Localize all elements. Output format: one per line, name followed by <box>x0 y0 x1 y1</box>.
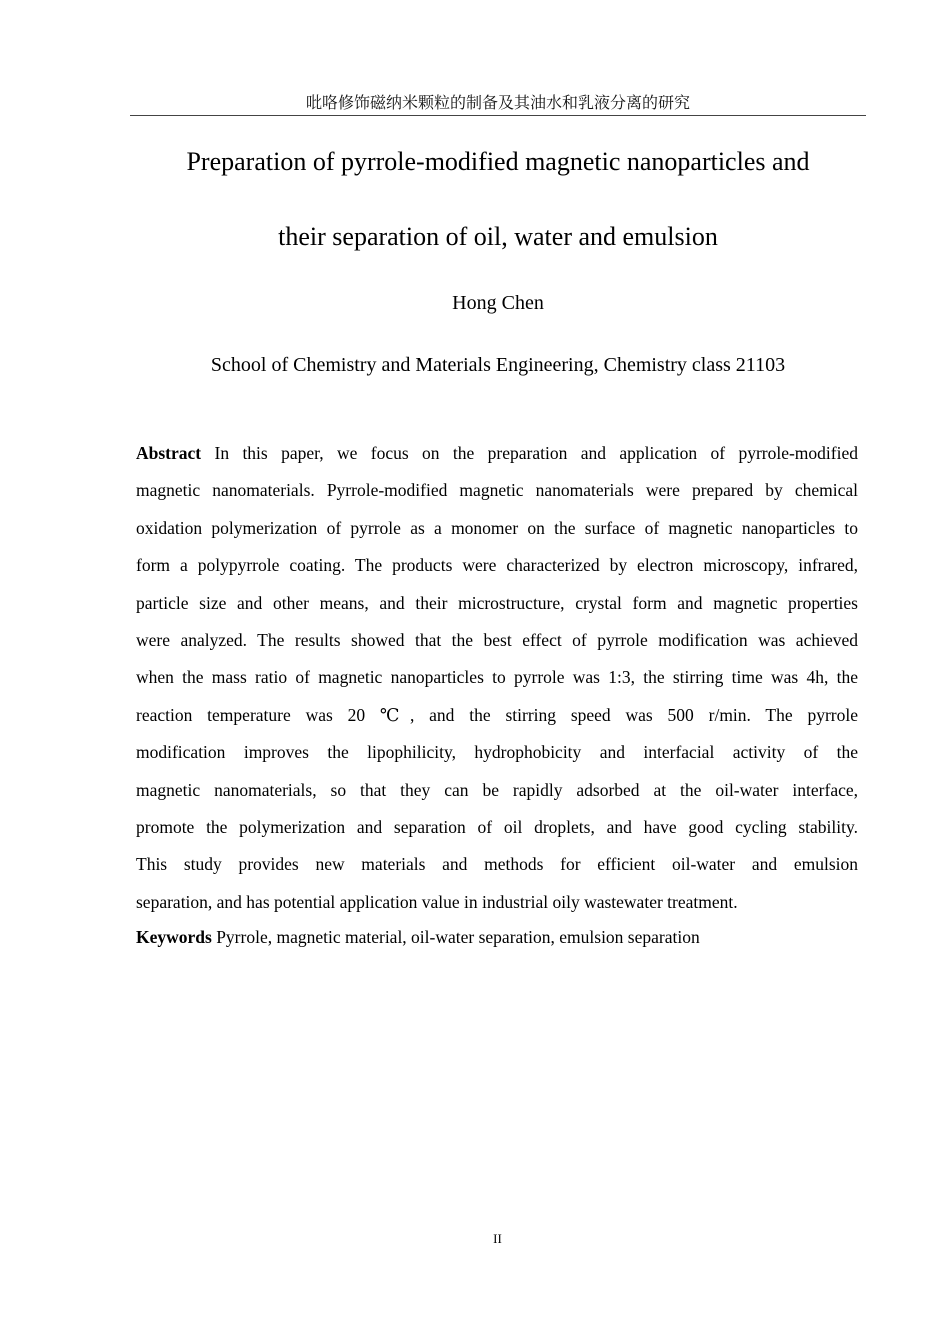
title-line-2: their separation of oil, water and emulsion <box>278 222 718 251</box>
abstract-line: were analyzed. The results showed that the best effect of pyrrole modification was achieved <box>136 629 858 650</box>
abstract-line: when the mass ratio of magnetic nanoparticles to pyrrole was 1:3, the stirring time was 4h, the <box>136 667 858 688</box>
page-number: II <box>493 1231 502 1246</box>
abstract-label: Abstract <box>136 443 202 463</box>
abstract-line: oxidation polymerization of pyrrole as a monomer on the surface of magnetic nanoparticles to <box>136 517 858 538</box>
abstract-line: promote the polymerization and separation of oil droplets, and have good cycling stability. <box>136 816 858 837</box>
running-header: 吡咯修饰磁纳米颗粒的制备及其油水和乳液分离的研究 <box>305 93 690 112</box>
keywords-text: Pyrrole, magnetic material, oil-water separation, emulsion separation <box>211 927 700 947</box>
header-rule <box>130 115 866 116</box>
abstract-line: Abstract In this paper, we focus on the preparation and application of pyrrole-modified <box>136 443 858 463</box>
author: Hong Chen <box>452 292 544 314</box>
abstract-line: magnetic nanomaterials. Pyrrole-modified magnetic nanomaterials were prepared by chemical <box>136 480 858 501</box>
abstract-line: magnetic nanomaterials, so that they can be rapidly adsorbed at the oil-water interface, <box>136 779 858 800</box>
title-line-1: Preparation of pyrrole-modified magnetic nanoparticles and <box>186 147 810 176</box>
abstract-line: particle size and other means, and their microstructure, crystal form and magnetic properties <box>136 592 858 613</box>
abstract-line: This study provides new materials and methods for efficient oil-water and emulsion <box>136 854 858 875</box>
abstract <box>136 440 858 926</box>
keywords <box>136 924 858 950</box>
abstract-line: separation, and has potential application value in industrial oily wastewater treatment. <box>136 891 738 912</box>
keywords-label: Keywords <box>136 927 212 947</box>
abstract-line: modification improves the lipophilicity, hydrophobicity and interfacial activity of the <box>136 742 858 763</box>
affiliation: School of Chemistry and Materials Engineering, Chemistry class 21103 <box>210 354 786 376</box>
abstract-line: form a polypyrrole coating. The products were characterized by electron microscopy, infrared, <box>136 555 858 576</box>
abstract-line: reaction temperature was 20 ℃, and the stirring speed was 500 r/min. The pyrrole <box>136 704 858 725</box>
